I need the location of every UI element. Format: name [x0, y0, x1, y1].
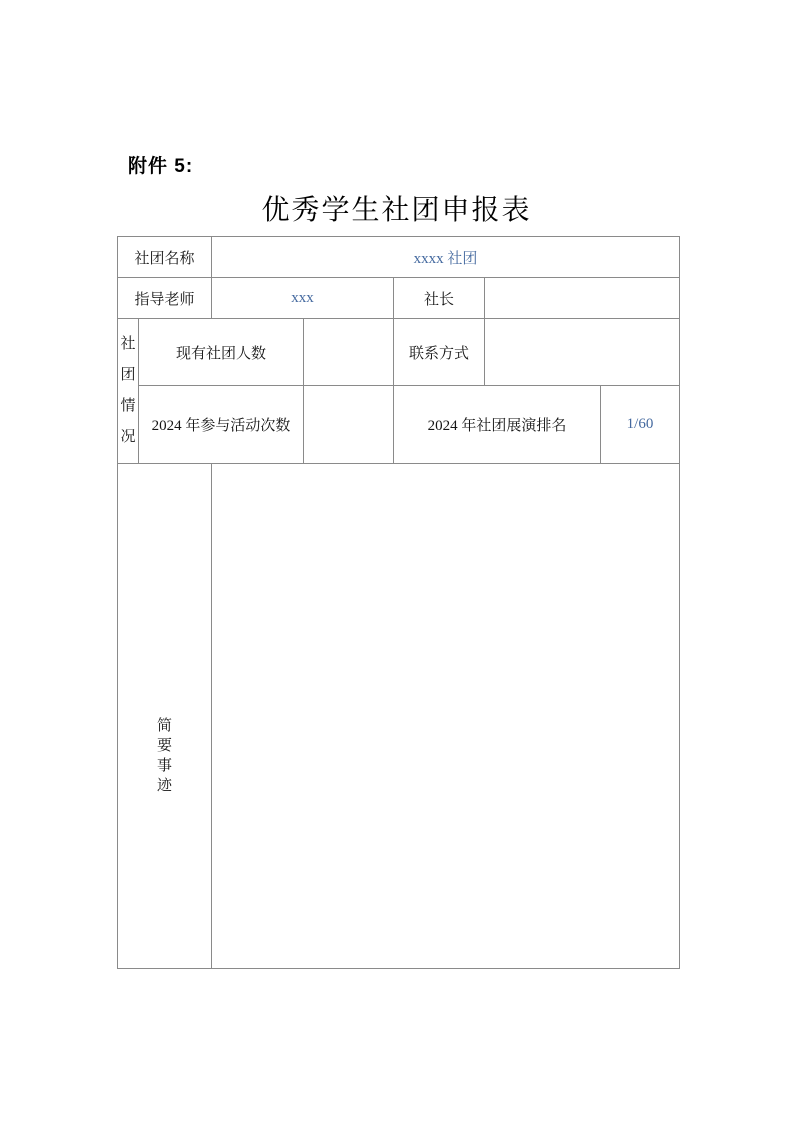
brief-deeds-label-text: 简要事迹 [157, 718, 173, 794]
application-table [117, 236, 680, 969]
showcase-rank-label: 2024 年社团展演排名 [394, 386, 601, 464]
attachment-label: 附件 5: [128, 156, 194, 177]
advisor-value[interactable]: xxx [212, 278, 394, 319]
advisor-label: 指导老师 [118, 278, 212, 319]
activity-count-label: 2024 年参与活动次数 [139, 386, 304, 464]
showcase-rank-value[interactable]: 1/60 [601, 386, 680, 464]
member-count-label: 现有社团人数 [139, 319, 304, 386]
table-row [118, 237, 680, 278]
club-name-value[interactable]: xxxx 社团 [212, 237, 680, 278]
activity-count-value[interactable] [304, 386, 394, 464]
brief-deeds-content[interactable] [212, 464, 680, 969]
table-row [118, 464, 680, 969]
contact-label: 联系方式 [394, 319, 485, 386]
contact-value[interactable] [485, 319, 680, 386]
club-status-label [118, 319, 139, 464]
club-status-label-text: 社团情况 [120, 336, 136, 445]
page-title: 优秀学生社团申报表 [261, 195, 532, 226]
member-count-value[interactable] [304, 319, 394, 386]
table-row [118, 278, 680, 319]
president-value[interactable] [485, 278, 680, 319]
brief-deeds-label [118, 464, 212, 969]
table-row [118, 319, 680, 386]
president-label: 社长 [394, 278, 485, 319]
table-row [118, 386, 680, 464]
club-name-label: 社团名称 [118, 237, 212, 278]
